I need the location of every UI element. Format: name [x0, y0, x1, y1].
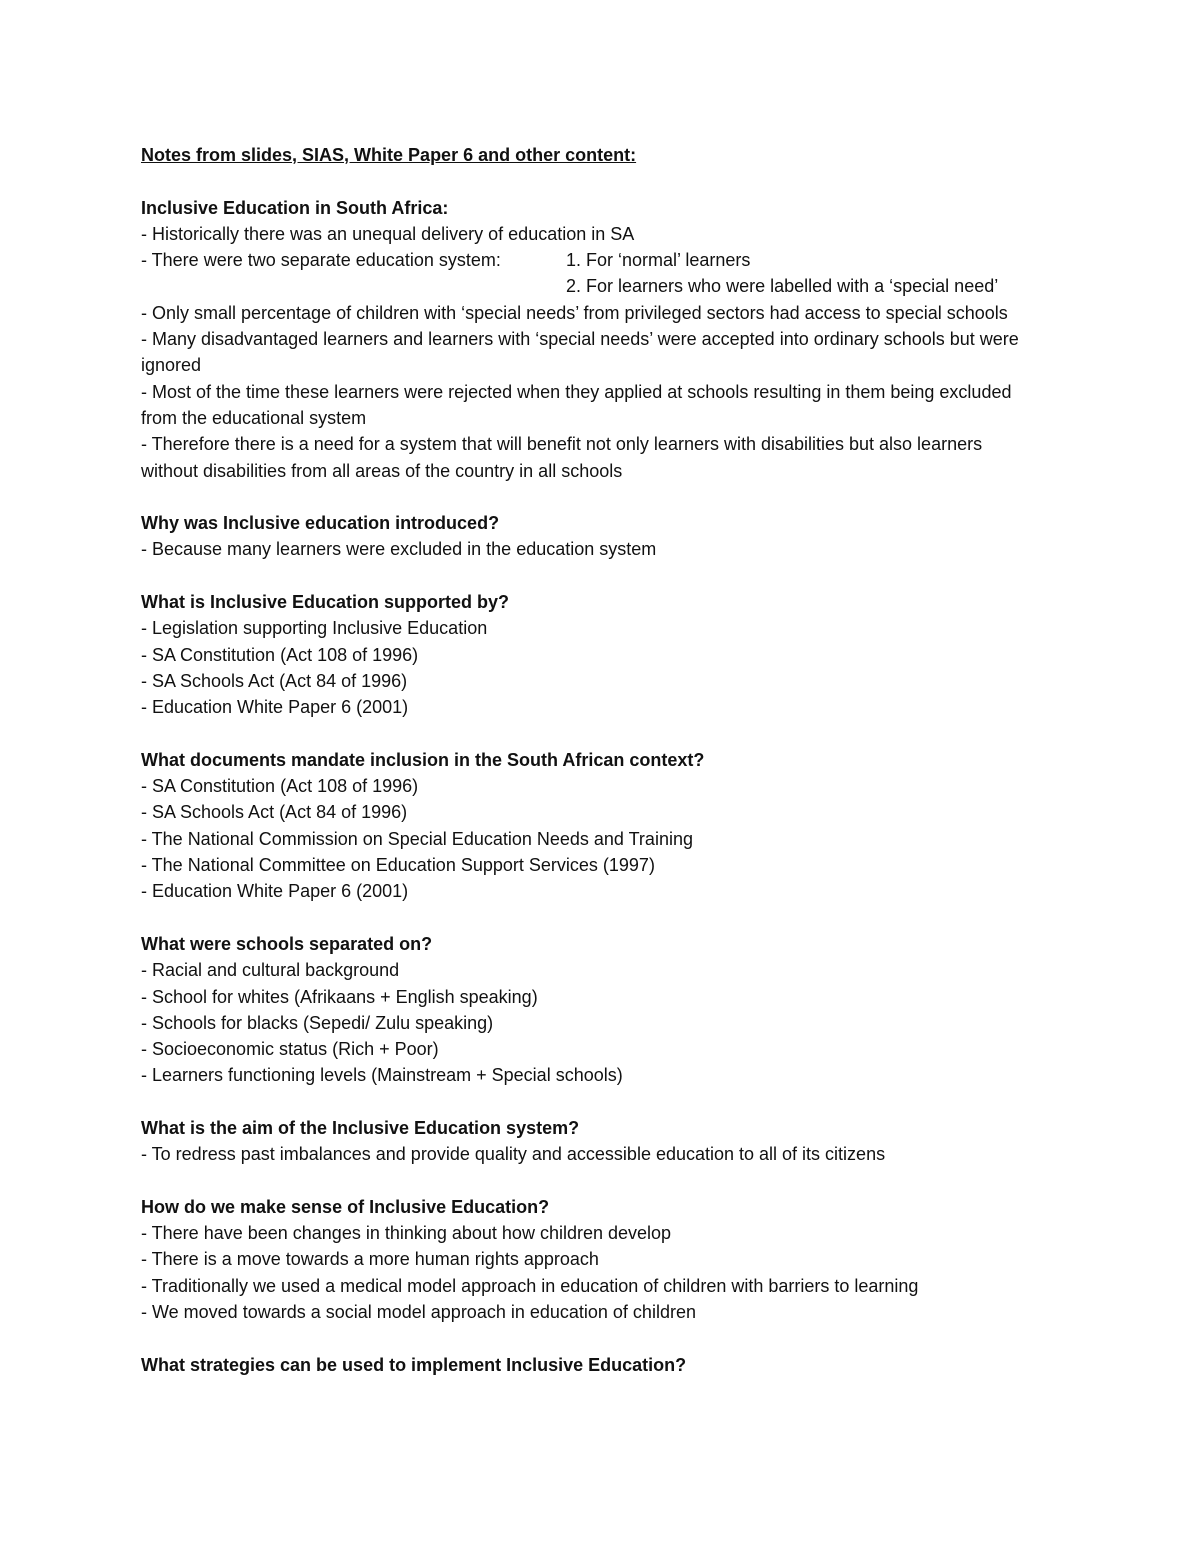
section-heading: What strategies can be used to implement Inclusive Education?	[141, 1354, 687, 1375]
bullet-line: - Legislation supporting Inclusive Education	[141, 618, 488, 639]
bullet-line: - School for whites (Afrikaans + English speaking)	[141, 986, 538, 1007]
bullet-line: - The National Commission on Special Education Needs and Training	[141, 828, 693, 849]
bullet-line: - SA Constitution (Act 108 of 1996)	[141, 644, 419, 665]
bullet-line: - Traditionally we used a medical model approach in education of children with barriers to learning	[141, 1275, 919, 1296]
bullet-line: - There is a move towards a more human rights approach	[141, 1249, 599, 1270]
bullet-line: - Socioeconomic status (Rich + Poor)	[141, 1039, 439, 1060]
bullet-line: - Racial and cultural background	[141, 960, 400, 981]
numbered-item: 2. For learners who were labelled with a ‘special need’	[566, 276, 999, 297]
bullet-line: - There have been changes in thinking about how children develop	[141, 1223, 672, 1244]
section-supported-by	[141, 589, 1041, 720]
section-heading: Inclusive Education in South Africa:	[141, 197, 449, 218]
section-heading: What were schools separated on?	[141, 933, 433, 954]
bullet-line: - Only small percentage of children with ‘special needs’ from privileged sectors had access to special schools	[141, 302, 1008, 323]
bullet-line: - Most of the time these learners were rejected when they applied at schools resulting in them being excluded from the educational system	[141, 381, 1017, 428]
section-heading: Why was Inclusive education introduced?	[141, 513, 500, 534]
bullet-line: - Education White Paper 6 (2001)	[141, 697, 409, 718]
bullet-line: - Because many learners were excluded in the education system	[141, 539, 657, 560]
bullet-line: - We moved towards a social model approach in education of children	[141, 1302, 696, 1323]
numbered-item: 1. For ‘normal’ learners	[566, 250, 751, 271]
bullet-line: - SA Constitution (Act 108 of 1996)	[141, 776, 419, 797]
bullet-line: - Therefore there is a need for a system that will benefit not only learners with disabilities but also learners without disabilities from all areas of the country in all schools	[141, 434, 988, 481]
bullet-line: - Education White Paper 6 (2001)	[141, 881, 409, 902]
systems-row	[141, 247, 1041, 273]
section-aim	[141, 1115, 1041, 1168]
section-why-introduced	[141, 510, 1041, 563]
bullet-line: - Schools for blacks (Sepedi/ Zulu speaking)	[141, 1012, 494, 1033]
section-make-sense	[141, 1194, 1041, 1325]
section-strategies	[141, 1352, 1041, 1378]
section-heading: What documents mandate inclusion in the South African context?	[141, 749, 705, 770]
bullet-line: - The National Committee on Education Support Services (1997)	[141, 855, 655, 876]
document-body	[141, 142, 1041, 1378]
section-mandate-documents	[141, 747, 1041, 905]
bullet-line: - SA Schools Act (Act 84 of 1996)	[141, 670, 408, 691]
section-heading: What is the aim of the Inclusive Education system?	[141, 1117, 580, 1138]
bullet-line: - There were two separate education system:	[141, 250, 501, 271]
section-intro	[141, 195, 1041, 484]
bullet-line: - SA Schools Act (Act 84 of 1996)	[141, 802, 408, 823]
section-heading: How do we make sense of Inclusive Education?	[141, 1196, 550, 1217]
document-title: Notes from slides, SIAS, White Paper 6 and other content:	[141, 145, 637, 165]
bullet-line: - Historically there was an unequal delivery of education in SA	[141, 223, 635, 244]
section-schools-separated	[141, 931, 1041, 1089]
bullet-line: - Learners functioning levels (Mainstream + Special schools)	[141, 1065, 623, 1086]
bullet-line: - To redress past imbalances and provide quality and accessible education to all of its citizens	[141, 1144, 886, 1165]
section-heading: What is Inclusive Education supported by?	[141, 592, 510, 613]
bullet-line: - Many disadvantaged learners and learners with ‘special needs’ were accepted into ordinary schools but were ignored	[141, 329, 1024, 376]
